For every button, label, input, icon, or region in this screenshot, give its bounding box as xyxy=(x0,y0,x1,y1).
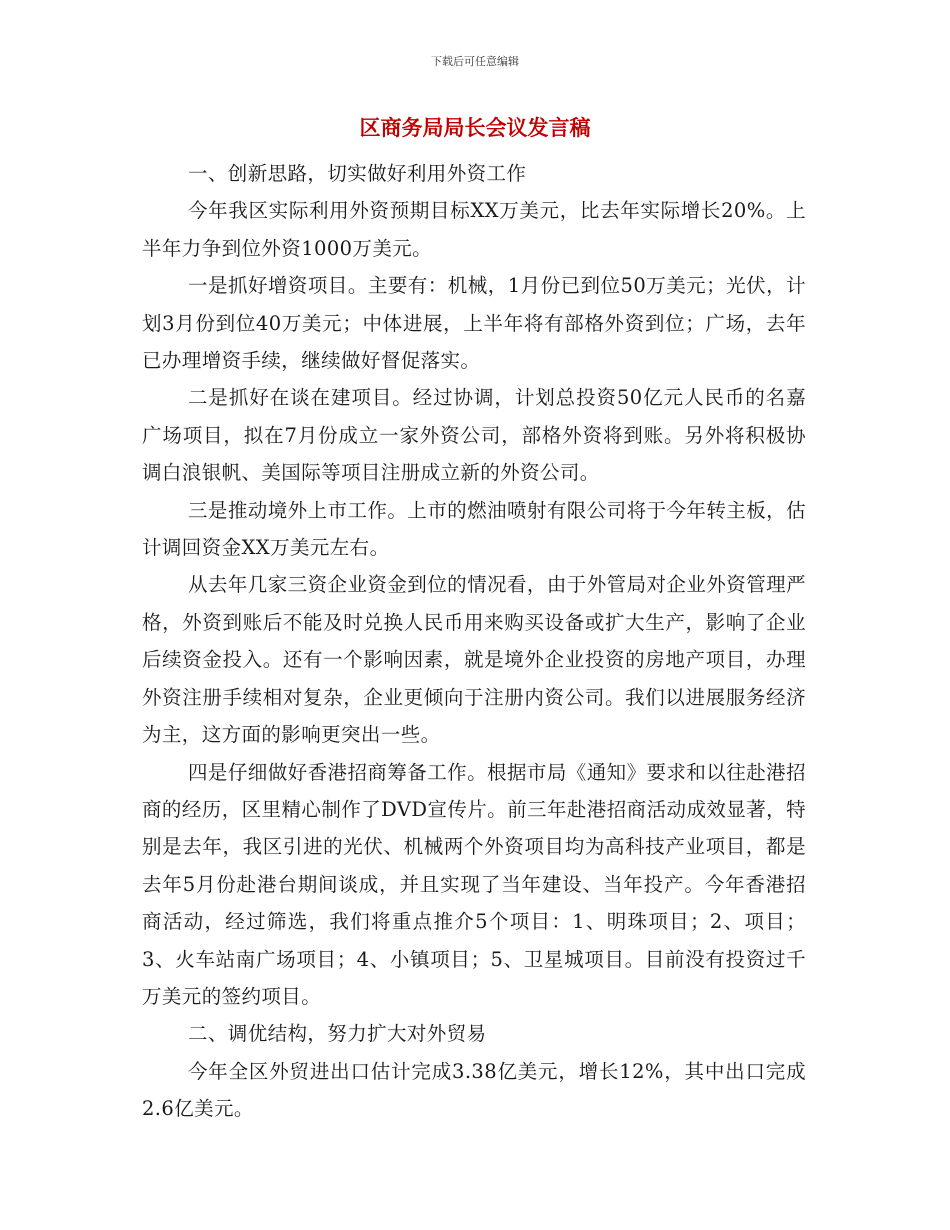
paragraph-capital-arrival-analysis: 从去年几家三资企业资金到位的情况看，由于外管局对企业外资管理严格，外资到账后不能及时兑换人民币用来购买设备或扩大生产，影响了企业后续资金投入。还有一个影响因素，就是境外企业投资的房地产项目，办理外资注册手续相对复杂，企业更倾向于注册内资公司。我们以进展服务经济为主，这方面的影响更突出一些。 xyxy=(142,573,806,747)
paragraph-overseas-listing: 三是推动境外上市工作。上市的燃油喷射有限公司将于今年转主板，估计调回资金XX万美元左右。 xyxy=(142,498,806,560)
paragraph-foreign-investment-target: 今年我区实际利用外资预期目标XX万美元，比去年实际增长20%。上半年力争到位外资1000万美元。 xyxy=(142,199,806,260)
paragraph-foreign-trade-estimate: 今年全区外贸进出口估计完成3.38亿美元，增长12%，其中出口完成2.6亿美元。 xyxy=(142,1059,806,1121)
page-header-note: 下载后可任意编辑 xyxy=(431,55,519,68)
paragraph-projects-under-negotiation: 二是抓好在谈在建项目。经过协调，计划总投资50亿元人民币的名嘉广场项目，拟在7月份成立一家外资公司，部格外资将到账。另外将积极协调白浪银帆、美国际等项目注册成立新的外资公司。 xyxy=(142,386,806,485)
document-title: 区商务局局长会议发言稿 xyxy=(359,116,591,140)
document-body xyxy=(142,155,806,1128)
paragraph-capital-increase-projects: 一是抓好增资项目。主要有：机械，1月份已到位50万美元；光伏，计划3月份到位40万美元；中体进展，上半年将有部格外资到位；广场，去年已办理增资手续，继续做好督促落实。 xyxy=(142,274,806,373)
paragraph-hong-kong-investment-promotion: 四是仔细做好香港招商筹备工作。根据市局《通知》要求和以往赴港招商的经历，区里精心制作了DVD宣传片。前三年赴港招商活动成效显著，特别是去年，我区引进的光伏、机械两个外资项目均为高科技产业项目，都是去年5月份赴港台期间谈成，并且实现了当年建设、当年投产。今年香港招商活动，经过筛选，我们将重点推介5个项目：1、明珠项目；2、项目；3、火车站南广场项目；4、小镇项目；5、卫星城项目。目前没有投资过千万美元的签约项目。 xyxy=(142,760,806,1008)
section-heading-2: 二、调优结构，努力扩大对外贸易 xyxy=(188,1022,487,1046)
section-heading-1: 一、创新思路，切实做好利用外资工作 xyxy=(188,162,527,185)
